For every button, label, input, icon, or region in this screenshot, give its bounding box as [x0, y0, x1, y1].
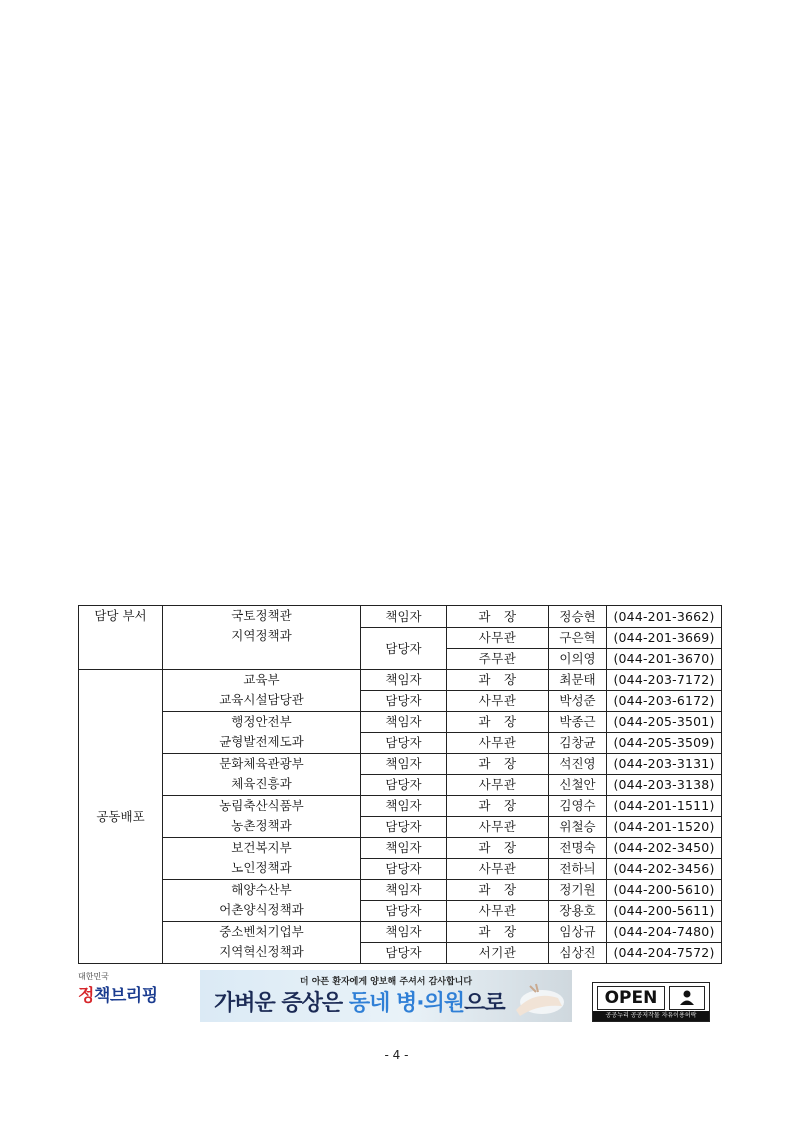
position-title: 사무관: [447, 733, 549, 754]
phone-number: (044-205-3501): [607, 712, 722, 733]
department-name: 지역정책과: [231, 628, 292, 643]
campaign-banner: [200, 970, 572, 1022]
banner-main-part-3: 으로: [464, 991, 505, 1016]
phone-number: (044-205-3509): [607, 733, 722, 754]
position-title: 과 장: [447, 712, 549, 733]
logo-main-text: [78, 982, 168, 1010]
position-title: 과 장: [447, 606, 549, 628]
phone-number: (044-200-5610): [607, 880, 722, 901]
position-title: 사무관: [447, 817, 549, 838]
phone-number: (044-203-6172): [607, 691, 722, 712]
person-name: 전명숙: [549, 838, 607, 859]
person-name: 위철승: [549, 817, 607, 838]
phone-number: (044-203-7172): [607, 670, 722, 691]
person-name: 전하늬: [549, 859, 607, 880]
banner-main-highlight: 동네 병·의원: [348, 991, 465, 1016]
position-title: 과 장: [447, 838, 549, 859]
phone-number: (044-201-1520): [607, 817, 722, 838]
role-label: 담당자: [361, 901, 447, 922]
logo-main-part-2: 책브리핑: [93, 986, 158, 1006]
position-title: 서기관: [447, 943, 549, 964]
person-name: 김영수: [549, 796, 607, 817]
role-label: 책임자: [361, 796, 447, 817]
department-name: 보건복지부: [231, 840, 292, 855]
role-label: 담당자: [361, 817, 447, 838]
kogl-open-badge: [592, 982, 710, 1022]
position-title: 과 장: [447, 922, 549, 943]
person-name: 신철안: [549, 775, 607, 796]
attribution-icon: [669, 986, 705, 1010]
department-cell: [163, 922, 361, 964]
phone-number: (044-204-7480): [607, 922, 722, 943]
table-row: [79, 754, 722, 775]
phone-number: (044-201-3662): [607, 606, 722, 628]
role-label: 담당자: [361, 775, 447, 796]
department-name: 균형발전제도과: [219, 734, 304, 749]
person-name: 최문태: [549, 670, 607, 691]
person-name: 정승현: [549, 606, 607, 628]
main-department-cell: [163, 606, 361, 670]
position-title: 사무관: [447, 859, 549, 880]
department-cell: [163, 712, 361, 754]
position-title: 과 장: [447, 754, 549, 775]
page-number: - 4 -: [384, 1048, 409, 1062]
phone-number: (044-201-3670): [607, 649, 722, 670]
role-label: 책임자: [361, 838, 447, 859]
person-name: 구은혁: [549, 628, 607, 649]
role-label: 책임자: [361, 880, 447, 901]
person-name: 정기원: [549, 880, 607, 901]
phone-number: (044-200-5611): [607, 901, 722, 922]
table-row: [79, 670, 722, 691]
department-name: 어촌양식정책과: [219, 902, 304, 917]
phone-number: (044-203-3138): [607, 775, 722, 796]
department-cell: [163, 754, 361, 796]
department-cell: [163, 838, 361, 880]
role-label: 담당자: [361, 859, 447, 880]
table-row: [79, 796, 722, 817]
person-name: 석진영: [549, 754, 607, 775]
banner-main-text: [214, 986, 505, 1017]
table-row: [79, 880, 722, 901]
banner-top-text: 더 아픈 환자에게 양보해 주셔서 감사합니다: [299, 977, 473, 987]
department-name: 노인정책과: [231, 860, 292, 875]
department-name: 행정안전부: [231, 714, 292, 729]
position-title: 사무관: [447, 691, 549, 712]
position-title: 사무관: [447, 901, 549, 922]
department-cell: [163, 670, 361, 712]
role-label: 담당자: [361, 943, 447, 964]
phone-number: (044-203-3131): [607, 754, 722, 775]
phone-number: (044-202-3450): [607, 838, 722, 859]
department-name: 지역혁신정책과: [219, 944, 304, 959]
person-name: 박종근: [549, 712, 607, 733]
department-cell: [163, 796, 361, 838]
department-name: 교육부: [243, 672, 280, 687]
contact-table-body: [79, 606, 722, 964]
header-label: 담당 부서: [79, 606, 163, 670]
person-name: 장용호: [549, 901, 607, 922]
phone-number: (044-201-1511): [607, 796, 722, 817]
position-title: 과 장: [447, 880, 549, 901]
position-title: 주무관: [447, 649, 549, 670]
position-title: 과 장: [447, 796, 549, 817]
person-name: 임상규: [549, 922, 607, 943]
table-row: [79, 922, 722, 943]
department-name: 농림축산식품부: [219, 798, 304, 813]
department-name: 문화체육관광부: [219, 756, 304, 771]
department-name: 농촌정책과: [231, 818, 292, 833]
table-row: [79, 606, 722, 628]
phone-number: (044-201-3669): [607, 628, 722, 649]
department-name: 국토정책관: [231, 608, 292, 623]
logo-main-part-1: 정: [78, 986, 94, 1006]
position-title: 과 장: [447, 670, 549, 691]
hands-illustration-icon: [506, 976, 566, 1018]
role-label: 책임자: [361, 712, 447, 733]
role-label: 책임자: [361, 670, 447, 691]
table-row: [79, 712, 722, 733]
phone-number: (044-204-7572): [607, 943, 722, 964]
department-name: 체육진흥과: [231, 776, 292, 791]
role-label: 담당자: [361, 691, 447, 712]
person-name: 이의영: [549, 649, 607, 670]
person-name: 박성준: [549, 691, 607, 712]
open-text: OPEN: [597, 986, 665, 1010]
role-label: 담당자: [361, 733, 447, 754]
logo-small-text: 대한민국: [78, 972, 109, 981]
position-title: 사무관: [447, 628, 549, 649]
banner-main-part-1: 가벼운 증상은: [214, 991, 349, 1016]
position-title: 사무관: [447, 775, 549, 796]
section-label: 공동배포: [79, 670, 163, 964]
contact-table: [78, 605, 722, 964]
role-label: 책임자: [361, 606, 447, 628]
department-cell: [163, 880, 361, 922]
department-name: 중소벤처기업부: [219, 924, 304, 939]
policy-briefing-logo: [78, 972, 168, 1020]
person-name: 김창균: [549, 733, 607, 754]
department-name: 해양수산부: [231, 882, 292, 897]
role-label: 책임자: [361, 754, 447, 775]
table-row: [79, 838, 722, 859]
open-sub-text: 공공누리 공공저작물 자유이용허락: [593, 1011, 709, 1021]
phone-number: (044-202-3456): [607, 859, 722, 880]
person-name: 심상진: [549, 943, 607, 964]
role-label: 담당자: [361, 628, 447, 670]
department-name: 교육시설담당관: [219, 692, 304, 707]
role-label: 책임자: [361, 922, 447, 943]
